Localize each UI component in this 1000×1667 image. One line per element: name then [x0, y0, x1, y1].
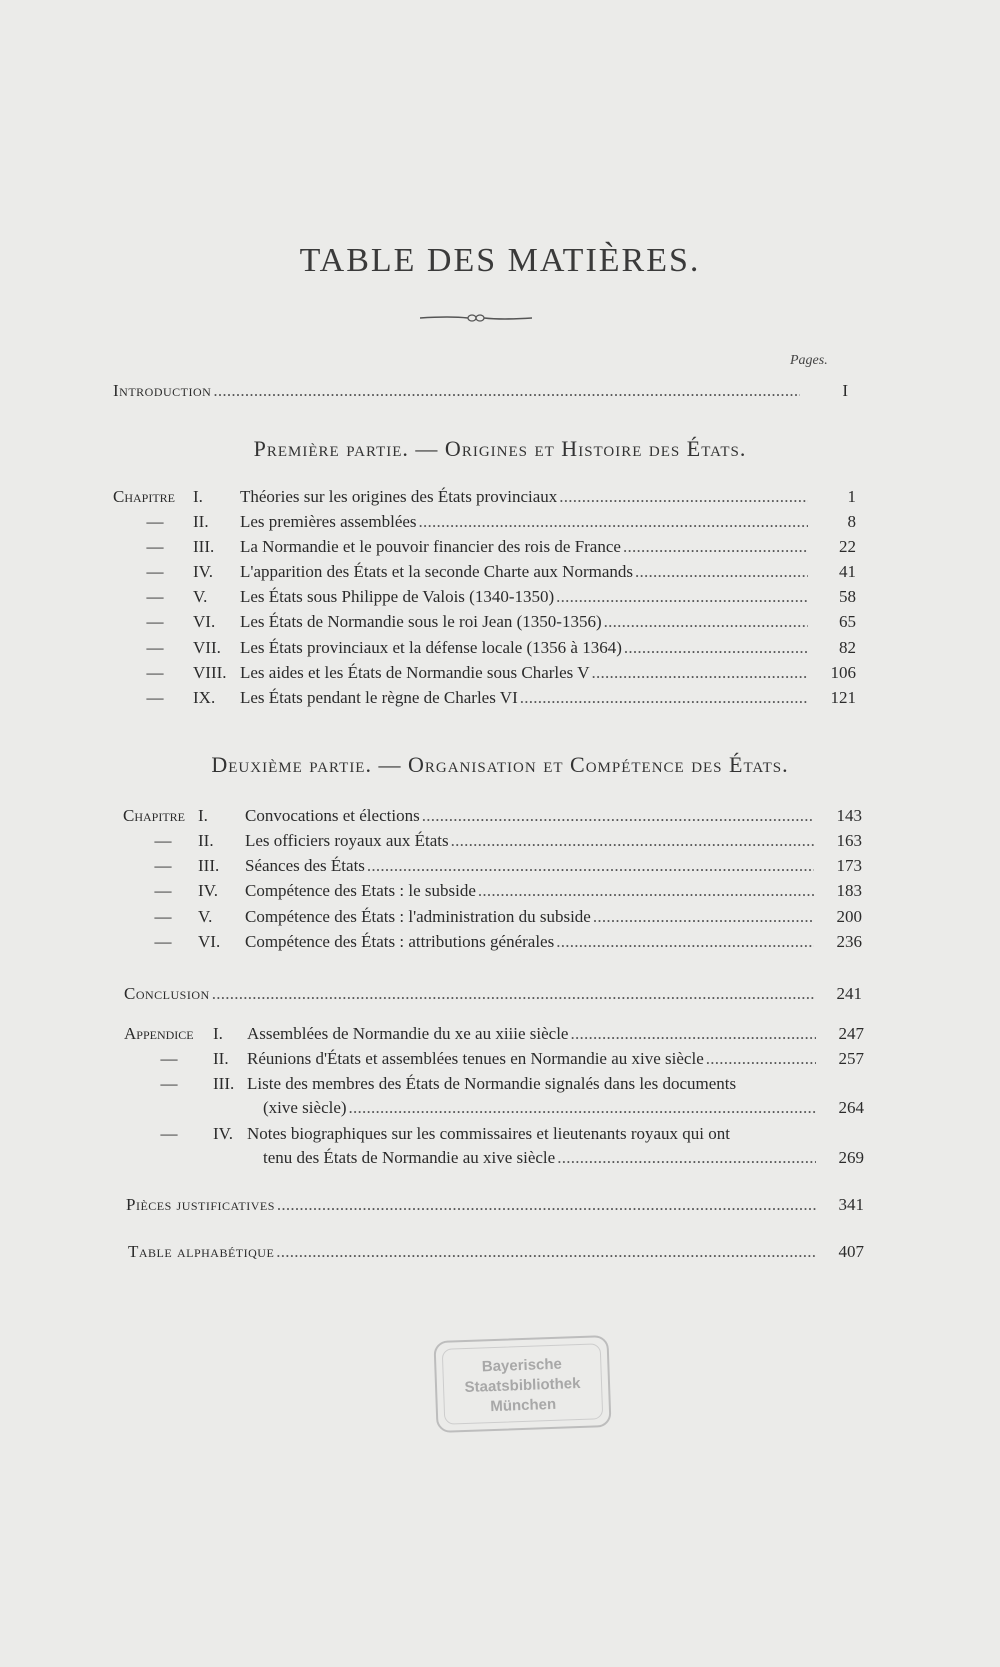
ditto-dash: —	[146, 587, 164, 606]
chapter-title: Séances des États	[245, 856, 365, 875]
chapter-number: II.	[193, 512, 209, 531]
chapter-title-line-1: Notes biographiques sur les commissaires et lieutenants royaux qui ont	[247, 1124, 730, 1143]
ditto-dash: —	[160, 1124, 178, 1143]
page-number: 1	[847, 487, 856, 506]
chapter-line	[240, 585, 856, 609]
chapter-number: I.	[213, 1024, 223, 1043]
toc-entry-table-alphabetique	[128, 1240, 864, 1264]
stamp-line-3: München	[490, 1395, 557, 1416]
chapter-line	[240, 636, 856, 660]
page-number: 41	[839, 562, 856, 581]
chapter-line-2	[263, 1096, 864, 1120]
entry-label: Conclusion	[124, 984, 210, 1003]
entry-label: Introduction	[113, 381, 212, 400]
toc-chapter-entry	[0, 930, 1000, 954]
toc-chapter-entry	[0, 585, 1000, 609]
chapter-number: VIII.	[193, 663, 227, 682]
chapter-title: Les États sous Philippe de Valois (1340-1350)	[240, 587, 555, 606]
leader-dots	[559, 485, 808, 509]
chapter-line	[240, 661, 856, 685]
chapter-number: III.	[198, 856, 220, 875]
chapter-line	[247, 1022, 864, 1046]
toc-entry-introduction	[113, 379, 848, 403]
chapter-line	[240, 610, 856, 634]
page-number: 8	[847, 512, 856, 531]
toc-chapter-entry	[0, 610, 1000, 634]
leader-dots	[593, 905, 814, 929]
chapter-line	[240, 485, 856, 509]
toc-chapter-entry	[0, 829, 1000, 853]
chapter-title-line-2: (xive siècle)	[263, 1098, 347, 1117]
chapter-line	[240, 686, 856, 710]
ditto-dash: —	[154, 932, 172, 951]
ditto-dash: —	[146, 638, 164, 657]
leader-dots	[623, 535, 808, 559]
leader-dots	[367, 854, 814, 878]
toc-entry-conclusion	[124, 982, 862, 1006]
page-number: 183	[836, 881, 862, 900]
chapter-keyword: Chapitre	[123, 806, 186, 825]
chapter-number: IV.	[213, 1124, 233, 1143]
ditto-dash: —	[160, 1074, 178, 1093]
chapter-line-2	[263, 1146, 864, 1170]
leader-dots	[277, 1193, 816, 1217]
ditto-dash: —	[146, 612, 164, 631]
toc-chapter-entry	[0, 854, 1000, 878]
page-number: 163	[836, 831, 862, 850]
leader-dots	[604, 610, 808, 634]
toc-chapter-entry	[0, 879, 1000, 903]
chapter-number: III.	[193, 537, 215, 556]
page-number: 143	[836, 806, 862, 825]
page-number: 247	[838, 1024, 864, 1043]
chapter-title: Réunions d'États et assemblées tenues en Normandie au xive siècle	[247, 1049, 704, 1068]
leader-dots	[213, 379, 800, 403]
leader-dots	[556, 585, 808, 609]
toc-entry-pieces-justificatives	[126, 1193, 864, 1217]
chapter-line	[247, 1047, 864, 1071]
leader-dots	[635, 560, 808, 584]
page-number: 65	[839, 612, 856, 631]
chapter-title: Théories sur les origines des États provinciaux	[240, 487, 558, 506]
page-number: 236	[836, 932, 862, 951]
chapter-keyword: Chapitre	[113, 487, 176, 506]
page-number: 82	[839, 638, 856, 657]
ditto-dash: —	[146, 512, 164, 531]
page-number: 269	[838, 1148, 864, 1167]
chapter-number: II.	[213, 1049, 229, 1068]
stamp-line-1: Bayerische	[481, 1355, 563, 1376]
chapter-title: Les États de Normandie sous le roi Jean (1350-1356)	[240, 612, 602, 631]
toc-chapter-entry	[0, 560, 1000, 584]
leader-dots	[451, 829, 814, 853]
leader-dots	[624, 636, 808, 660]
chapter-number: I.	[193, 487, 203, 506]
leader-dots	[349, 1096, 816, 1120]
chapter-number: VII.	[193, 638, 221, 657]
page-number: 106	[830, 663, 856, 682]
chapter-number: IV.	[193, 562, 213, 581]
toc-chapter-entry	[0, 636, 1000, 660]
page-number: 58	[839, 587, 856, 606]
entry-label: Pièces justificatives	[126, 1195, 275, 1214]
leader-dots	[570, 1022, 816, 1046]
page-number: 407	[838, 1242, 864, 1261]
chapter-keyword: Appendice	[124, 1024, 194, 1043]
chapter-title: L'apparition des États et la seconde Charte aux Normands	[240, 562, 633, 581]
toc-chapter-entry	[0, 1022, 1000, 1046]
page-number: 22	[839, 537, 856, 556]
chapter-number: IV.	[198, 881, 218, 900]
chapter-title-line-1: Liste des membres des États de Normandie signalés dans les documents	[247, 1074, 737, 1093]
chapter-title: Compétence des Etats : le subside	[245, 881, 476, 900]
chapter-line	[245, 879, 862, 903]
chapter-title: Les États provinciaux et la défense locale (1356 à 1364)	[240, 638, 622, 657]
ornament-divider	[420, 311, 532, 325]
page-number: 241	[836, 984, 862, 1003]
ditto-dash: —	[154, 881, 172, 900]
leader-dots	[556, 930, 814, 954]
stamp-line-2: Staatsbibliothek	[464, 1374, 581, 1397]
ditto-dash: —	[154, 856, 172, 875]
page-number: 264	[838, 1098, 864, 1117]
leader-dots	[520, 686, 808, 710]
page-number: 257	[838, 1049, 864, 1068]
chapter-title: Assemblées de Normandie du xe au xiiie siècle	[247, 1024, 569, 1043]
entry-label: Table alphabétique	[128, 1242, 275, 1261]
toc-chapter-entry	[0, 686, 1000, 710]
page-number: I	[842, 381, 848, 400]
leader-dots	[276, 1240, 816, 1264]
page-title: TABLE DES MATIÈRES.	[299, 242, 701, 279]
chapter-number: III.	[213, 1074, 235, 1093]
leader-dots	[419, 510, 808, 534]
leader-dots	[557, 1146, 816, 1170]
leader-dots	[212, 982, 814, 1006]
chapter-line	[245, 905, 862, 929]
ditto-dash: —	[154, 907, 172, 926]
toc-chapter-entry	[0, 804, 1000, 828]
chapter-title: La Normandie et le pouvoir financier des rois de France	[240, 537, 621, 556]
leader-dots	[706, 1047, 816, 1071]
page-number: 341	[838, 1195, 864, 1214]
toc-chapter-entry	[0, 510, 1000, 534]
ditto-dash: —	[146, 562, 164, 581]
leader-dots	[422, 804, 814, 828]
chapter-line	[240, 560, 856, 584]
chapter-title: Les premières assemblées	[240, 512, 417, 531]
toc-chapter-entry	[0, 905, 1000, 929]
chapter-line	[245, 829, 862, 853]
toc-chapter-entry	[0, 661, 1000, 685]
chapter-number: VI.	[198, 932, 221, 951]
toc-chapter-entry	[0, 485, 1000, 509]
toc-chapter-entry	[0, 535, 1000, 559]
part-title-2: Deuxième partie. — Organisation et Compétence des États.	[211, 752, 789, 777]
chapter-title: Les États pendant le règne de Charles VI	[240, 688, 518, 707]
ditto-dash: —	[146, 663, 164, 682]
page-number: 121	[830, 688, 856, 707]
chapter-title-line-2: tenu des États de Normandie au xive siècle	[263, 1148, 556, 1167]
toc-chapter-entry	[0, 1122, 1000, 1170]
chapter-number: I.	[198, 806, 208, 825]
chapter-number: IX.	[193, 688, 216, 707]
ditto-dash: —	[160, 1049, 178, 1068]
ditto-dash: —	[154, 831, 172, 850]
pages-column-label: Pages.	[790, 353, 828, 368]
chapter-title: Compétence des États : l'administration du subside	[245, 907, 591, 926]
page-number: 200	[836, 907, 862, 926]
chapter-line	[245, 930, 862, 954]
chapter-title: Convocations et élections	[245, 806, 420, 825]
chapter-line	[240, 535, 856, 559]
leader-dots	[478, 879, 814, 903]
chapter-number: II.	[198, 831, 214, 850]
chapter-title: Les aides et les États de Normandie sous Charles V	[240, 663, 590, 682]
toc-chapter-entry	[0, 1072, 1000, 1120]
leader-dots	[592, 661, 808, 685]
part-title-1: Première partie. — Origines et Histoire des États.	[253, 436, 747, 461]
chapter-line	[245, 854, 862, 878]
chapter-line	[245, 804, 862, 828]
chapter-number: V.	[198, 907, 213, 926]
toc-chapter-entry	[0, 1047, 1000, 1071]
chapter-number: VI.	[193, 612, 216, 631]
ditto-dash: —	[146, 537, 164, 556]
library-stamp	[433, 1335, 611, 1433]
chapter-line	[240, 510, 856, 534]
ditto-dash: —	[146, 688, 164, 707]
chapter-number: V.	[193, 587, 208, 606]
chapter-title: Les officiers royaux aux États	[245, 831, 449, 850]
chapter-title: Compétence des États : attributions générales	[245, 932, 555, 951]
page-number: 173	[836, 856, 862, 875]
